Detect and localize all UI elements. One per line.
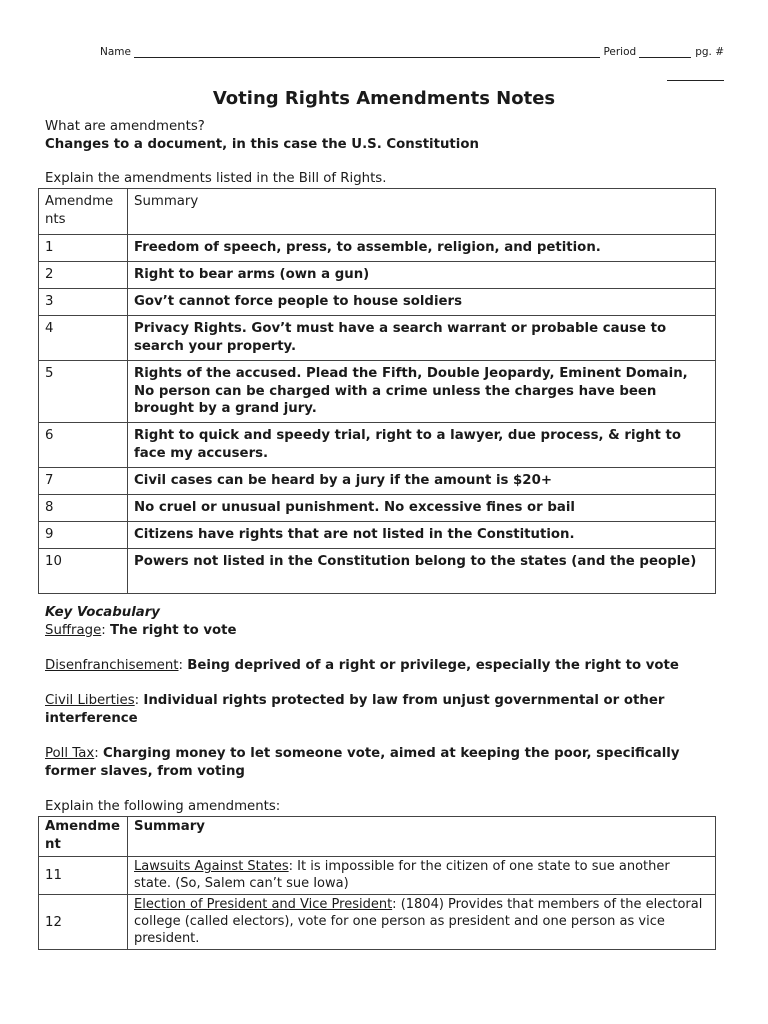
amendment-num: 1 <box>39 235 128 262</box>
table-row <box>39 316 716 361</box>
table-row <box>39 235 716 262</box>
amendment-summary: Gov’t cannot force people to house soldiers <box>128 289 716 316</box>
amendment-num: 10 <box>39 549 128 594</box>
vocab-item: Suffrage: The right to vote <box>45 622 237 638</box>
amendment-title: Election of President and Vice President <box>134 897 393 912</box>
vocab-heading: Key Vocabulary <box>45 605 160 620</box>
vocab-term: Disenfranchisement <box>45 658 179 673</box>
table-header-row <box>39 817 716 857</box>
table-row <box>39 423 716 468</box>
amendment-num: 6 <box>39 423 128 468</box>
table-row <box>39 289 716 316</box>
following-instruction: Explain the following amendments: <box>45 799 281 814</box>
vocab-def: The right to vote <box>109 622 237 638</box>
amendment-num: 2 <box>39 262 128 289</box>
name-field[interactable] <box>134 46 600 58</box>
table-row <box>39 495 716 522</box>
amendment-title: Lawsuits Against States <box>134 859 289 874</box>
table-row <box>39 857 716 895</box>
period-label: Period <box>603 46 637 58</box>
table-row <box>39 361 716 423</box>
page-field[interactable] <box>667 70 724 81</box>
table-row <box>39 895 716 950</box>
period-field[interactable] <box>639 46 691 58</box>
amendment-summary: Right to quick and speedy trial, right to a lawyer, due process, & right to face my accusers. <box>128 423 716 468</box>
vocab-def: Individual rights protected by law from unjust governmental or other interference <box>45 693 665 726</box>
amendment-num: 8 <box>39 495 128 522</box>
table-row <box>39 262 716 289</box>
following-amendments-table <box>38 816 716 950</box>
amendment-summary: Citizens have rights that are not listed in the Constitution. <box>128 522 716 549</box>
page-title: Voting Rights Amendments Notes <box>212 88 556 109</box>
header-line <box>100 46 724 58</box>
intro-question: What are amendments? <box>45 119 205 134</box>
amendment-summary: Civil cases can be heard by a jury if the amount is $20+ <box>128 468 716 495</box>
vocab-term: Poll Tax <box>45 746 95 761</box>
vocab-term: Suffrage <box>45 622 102 638</box>
amendment-text: (1804) Provides that members of the electoral college (called electors), vote for one person as president and one person as vice president. <box>134 897 703 946</box>
amendment-text: It is impossible for the citizen of one state to sue another state. (So, Salem can’t sue Iowa) <box>134 859 670 891</box>
vocab-item: Disenfranchisement: Being deprived of a right or privilege, especially the right to vote <box>45 658 679 673</box>
vocab-term: Civil Liberties <box>45 693 135 708</box>
vocab-item: Civil Liberties: Individual rights protected by law from unjust governmental or other interference <box>45 693 665 726</box>
amendment-num: 3 <box>39 289 128 316</box>
amendment-num: 4 <box>39 316 128 361</box>
amendment-num: 11 <box>39 857 128 895</box>
amendment-num: 12 <box>39 895 128 950</box>
header-amendments: Amendments <box>39 189 128 235</box>
amendment-num: 7 <box>39 468 128 495</box>
amendment-num: 9 <box>39 522 128 549</box>
bill-instruction: Explain the amendments listed in the Bill of Rights. <box>45 171 387 186</box>
amendment-summary: Privacy Rights. Gov’t must have a search warrant or probable cause to search your property. <box>128 316 716 361</box>
amendment-summary: Lawsuits Against States: It is impossible for the citizen of one state to sue another state. (So, Salem can’t sue Iowa) <box>128 857 716 895</box>
amendment-summary: Election of President and Vice President: (1804) Provides that members of the electoral college (called electors), vote for one person as president and one person as vice president. <box>128 895 716 950</box>
bill-of-rights-table <box>38 188 716 594</box>
amendment-summary: Rights of the accused. Plead the Fifth, Double Jeopardy, Eminent Domain, No person can be charged with a crime unless the charges have been brought by a grand jury. <box>128 361 716 423</box>
vocab-section <box>45 604 725 639</box>
table-row <box>39 468 716 495</box>
vocab-def: Charging money to let someone vote, aimed at keeping the poor, specifically former slaves, from voting <box>45 746 680 779</box>
table-header-row <box>39 189 716 235</box>
vocab-def: Being deprived of a right or privilege, especially the right to vote <box>187 658 679 673</box>
name-label: Name <box>100 46 131 58</box>
vocab-item: Poll Tax: Charging money to let someone vote, aimed at keeping the poor, specifically former slaves, from voting <box>45 746 680 779</box>
table-row <box>39 549 716 594</box>
amendment-num: 5 <box>39 361 128 423</box>
page-label: pg. # <box>695 46 724 58</box>
table-row <box>39 522 716 549</box>
header-summary: Summary <box>128 189 716 235</box>
amendment-summary: Right to bear arms (own a gun) <box>128 262 716 289</box>
amendment-summary: Powers not listed in the Constitution belong to the states (and the people) <box>128 549 716 594</box>
amendment-summary: Freedom of speech, press, to assemble, religion, and petition. <box>128 235 716 262</box>
header-summary: Summary <box>128 817 716 857</box>
header-amendment: Amendment <box>39 817 128 857</box>
intro <box>45 118 725 153</box>
intro-answer: Changes to a document, in this case the U.S. Constitution <box>45 136 479 152</box>
amendment-summary: No cruel or unusual punishment. No excessive fines or bail <box>128 495 716 522</box>
